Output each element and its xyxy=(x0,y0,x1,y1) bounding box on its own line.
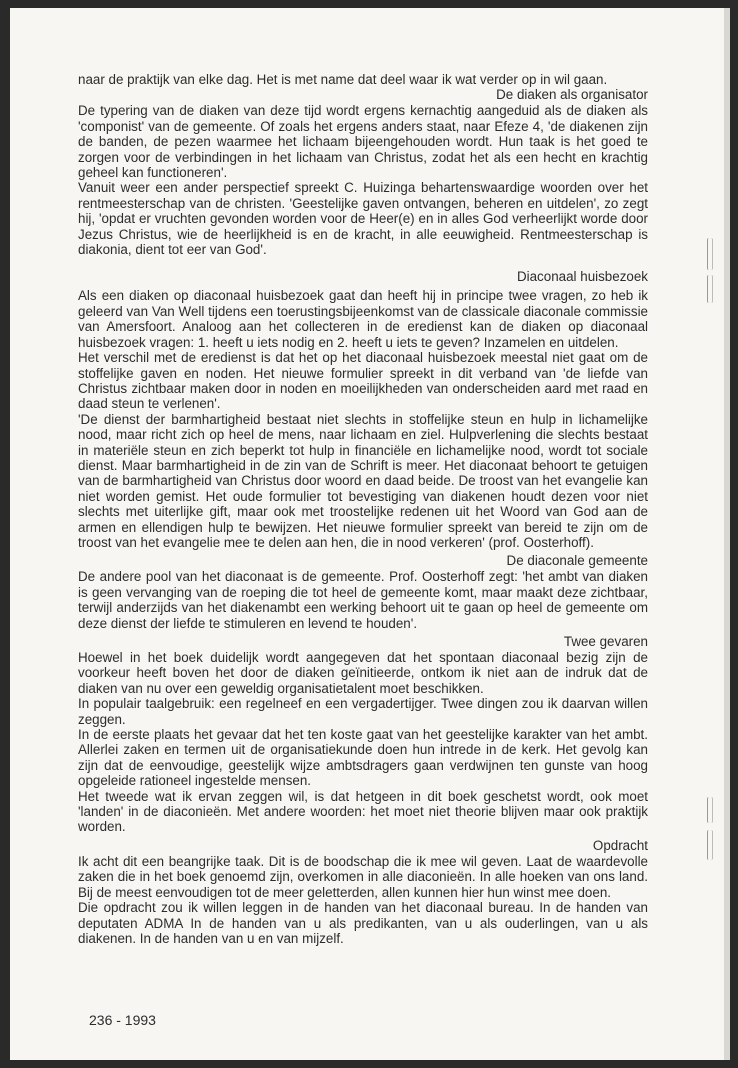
section-heading-huisbezoek: Diaconaal huisbezoek xyxy=(516,269,648,285)
paragraph: Vanuit weer een ander perspectief spreekt C. Huizinga behartenswaardige woorden over het rentmeesterschap van de christen. 'Geestelijke gaven ontvangen, beheren en uitdelen', zo zegt hij, 'opdat er vruchten gevonden worden voor de Heer(e) en in alles God verheerlijkt worde door Jezus Christus, wie de heerlijkheid is en de kracht, in alle eeuwigheid. Rentmeesterschap is diakonia, dient tot eer van God'. xyxy=(78,180,648,258)
paragraph: Het tweede wat ik ervan zeggen wil, is dat hetgeen in dit boek geschetst wordt, ook moet 'landen' in de diaconieën. Met andere woorden: het moet niet theorie blijven maar ook praktijk worden. xyxy=(78,788,648,835)
binding-mark xyxy=(707,797,713,823)
section-heading-gemeente: De diaconale gemeente xyxy=(506,553,648,569)
section-heading-gevaren: Twee gevaren xyxy=(563,634,648,649)
paragraph: In populair taalgebruik: een regelneef en een vergadertijger. Twee dingen zou ik daarvan willen zeggen. xyxy=(78,696,648,727)
section-heading-organisator: De diaken als organisator xyxy=(496,87,648,103)
article-body xyxy=(78,72,648,946)
paragraph: Het verschil met de eredienst is dat het op het diaconaal huisbezoek meestal niet gaat om de stoffelijke gaven en noden. Het nieuwe formulier spreekt in dit verband van 'de liefde van Christus zichtbaar maken door in noden en moeilijkheden van onderscheiden aard met raad en daad steun te verlenen'. xyxy=(78,350,648,412)
paragraph: In de eerste plaats het gevaar dat het ten koste gaat van het geestelijke karakter van het ambt. Allerlei zaken en termen uit de organisatiekunde doen hun intrede in de kerk. Het gevolg kan zijn dat de eenvoudige, geestelijk wijze ambtsdragers gaan verdwijnen ten gunste van hoog opgeleide rationeel ingestelde mensen. xyxy=(78,727,648,789)
paragraph: Ik acht dit een beangrijke taak. Dit is de boodschap die ik mee wil geven. Laat de waardevolle zaken die in het boek genoemd zijn, overkomen in alle diaconieën. In alle hoeken van ons land. Bij de meest eenvoudigen tot de meer geletterden, allen kunnen hier hun winst mee doen. xyxy=(78,853,648,900)
binding-mark xyxy=(707,238,713,270)
paragraph: Als een diaken op diaconaal huisbezoek gaat dan heeft hij in principe twee vragen, zo heb ik geleerd van Van Well tijdens een toerustingsbijeenkomst van de classicale diaconale commissie van Amersfoort. Analoog aan het collecteren in de eredienst kan de diaken op diaconaal huisbezoek vragen: 1. heeft u iets nodig en 2. heeft u iets te geven? Inzamelen en uitdelen. xyxy=(78,288,648,350)
binding-mark xyxy=(707,275,713,303)
paragraph: De typering van de diaken van deze tijd wordt ergens kernachtig aangeduid als de diaken als 'componist' van de gemeente. Of zoals het ergens anders staat, naar Efeze 4, 'de diakenen zijn de banden, de pezen waarmee het lichaam bijeengehouden wordt. Hun taak is het goed te zorgen voor de verbindingen in het lichaam van Christus, zodat het als een hecht en krachtig geheel kan functioneren'. xyxy=(78,103,648,181)
section-heading-opdracht: Opdracht xyxy=(592,837,648,853)
intro-paragraph: naar de praktijk van elke dag. Het is met name dat deel waar ik wat verder op in wil gaan. xyxy=(78,72,608,87)
page-edge xyxy=(724,8,730,1060)
paragraph: 'De dienst der barmhartigheid bestaat niet slechts in stoffelijke steun en hulp in lichamelijke nood, maar richt zich op heel de mens, naar lichaam en ziel. Hulpverlening die slechts bestaat in materiële steun en zich beperkt tot hulp in financiële en lichamelijke nood, wordt tot sociale dienst. Maar barmhartigheid in de zin van de Schrift is meer. Het diaconaat behoort te getuigen van de barmhartigheid van Christus door woord en daad beide. De troost van het evangelie kan niet worden gemist. Het oude formulier tot bevestiging van diakenen houdt dezen voor niet slechts met uiterlijke gift, maar ook met troostelijke redenen uit het Woord van God aan de armen en ellendigen hulp te bewijzen. Het nieuwe formulier spreekt van bereid te zijn om de troost van het evangelie mee te delen aan hen, die in nood verkeren' (prof. Oosterhoff). xyxy=(78,411,648,550)
paragraph: De andere pool van het diaconaat is de gemeente. Prof. Oosterhoff zegt: 'het ambt van diaken is geen vervanging van de roeping die tot heel de gemeente komt, maar maakt deze zichtbaar, terwijl anderzijds van het diakenambt een werking behoort uit te gaan op heel de gemeente om deze dienst der liefde te stimuleren en levend te houden'. xyxy=(78,569,648,631)
page-number: 236 - 1993 xyxy=(89,1012,156,1028)
binding-mark xyxy=(707,830,713,860)
paragraph: Die opdracht zou ik willen leggen in de handen van het diaconaal bureau. In de handen van deputaten ADMA In de handen van u als predikanten, van u als ouderlingen, van u als diakenen. In de handen van u en van mijzelf. xyxy=(78,900,648,946)
paragraph: Hoewel in het boek duidelijk wordt aangegeven dat het spontaan diaconaal bezig zijn de voorkeur heeft boven het door de diaken geïnitieerde, ontkom ik niet aan de indruk dat de diaken van nu over een geweldig organisatietalent moet beschikken. xyxy=(78,650,648,696)
